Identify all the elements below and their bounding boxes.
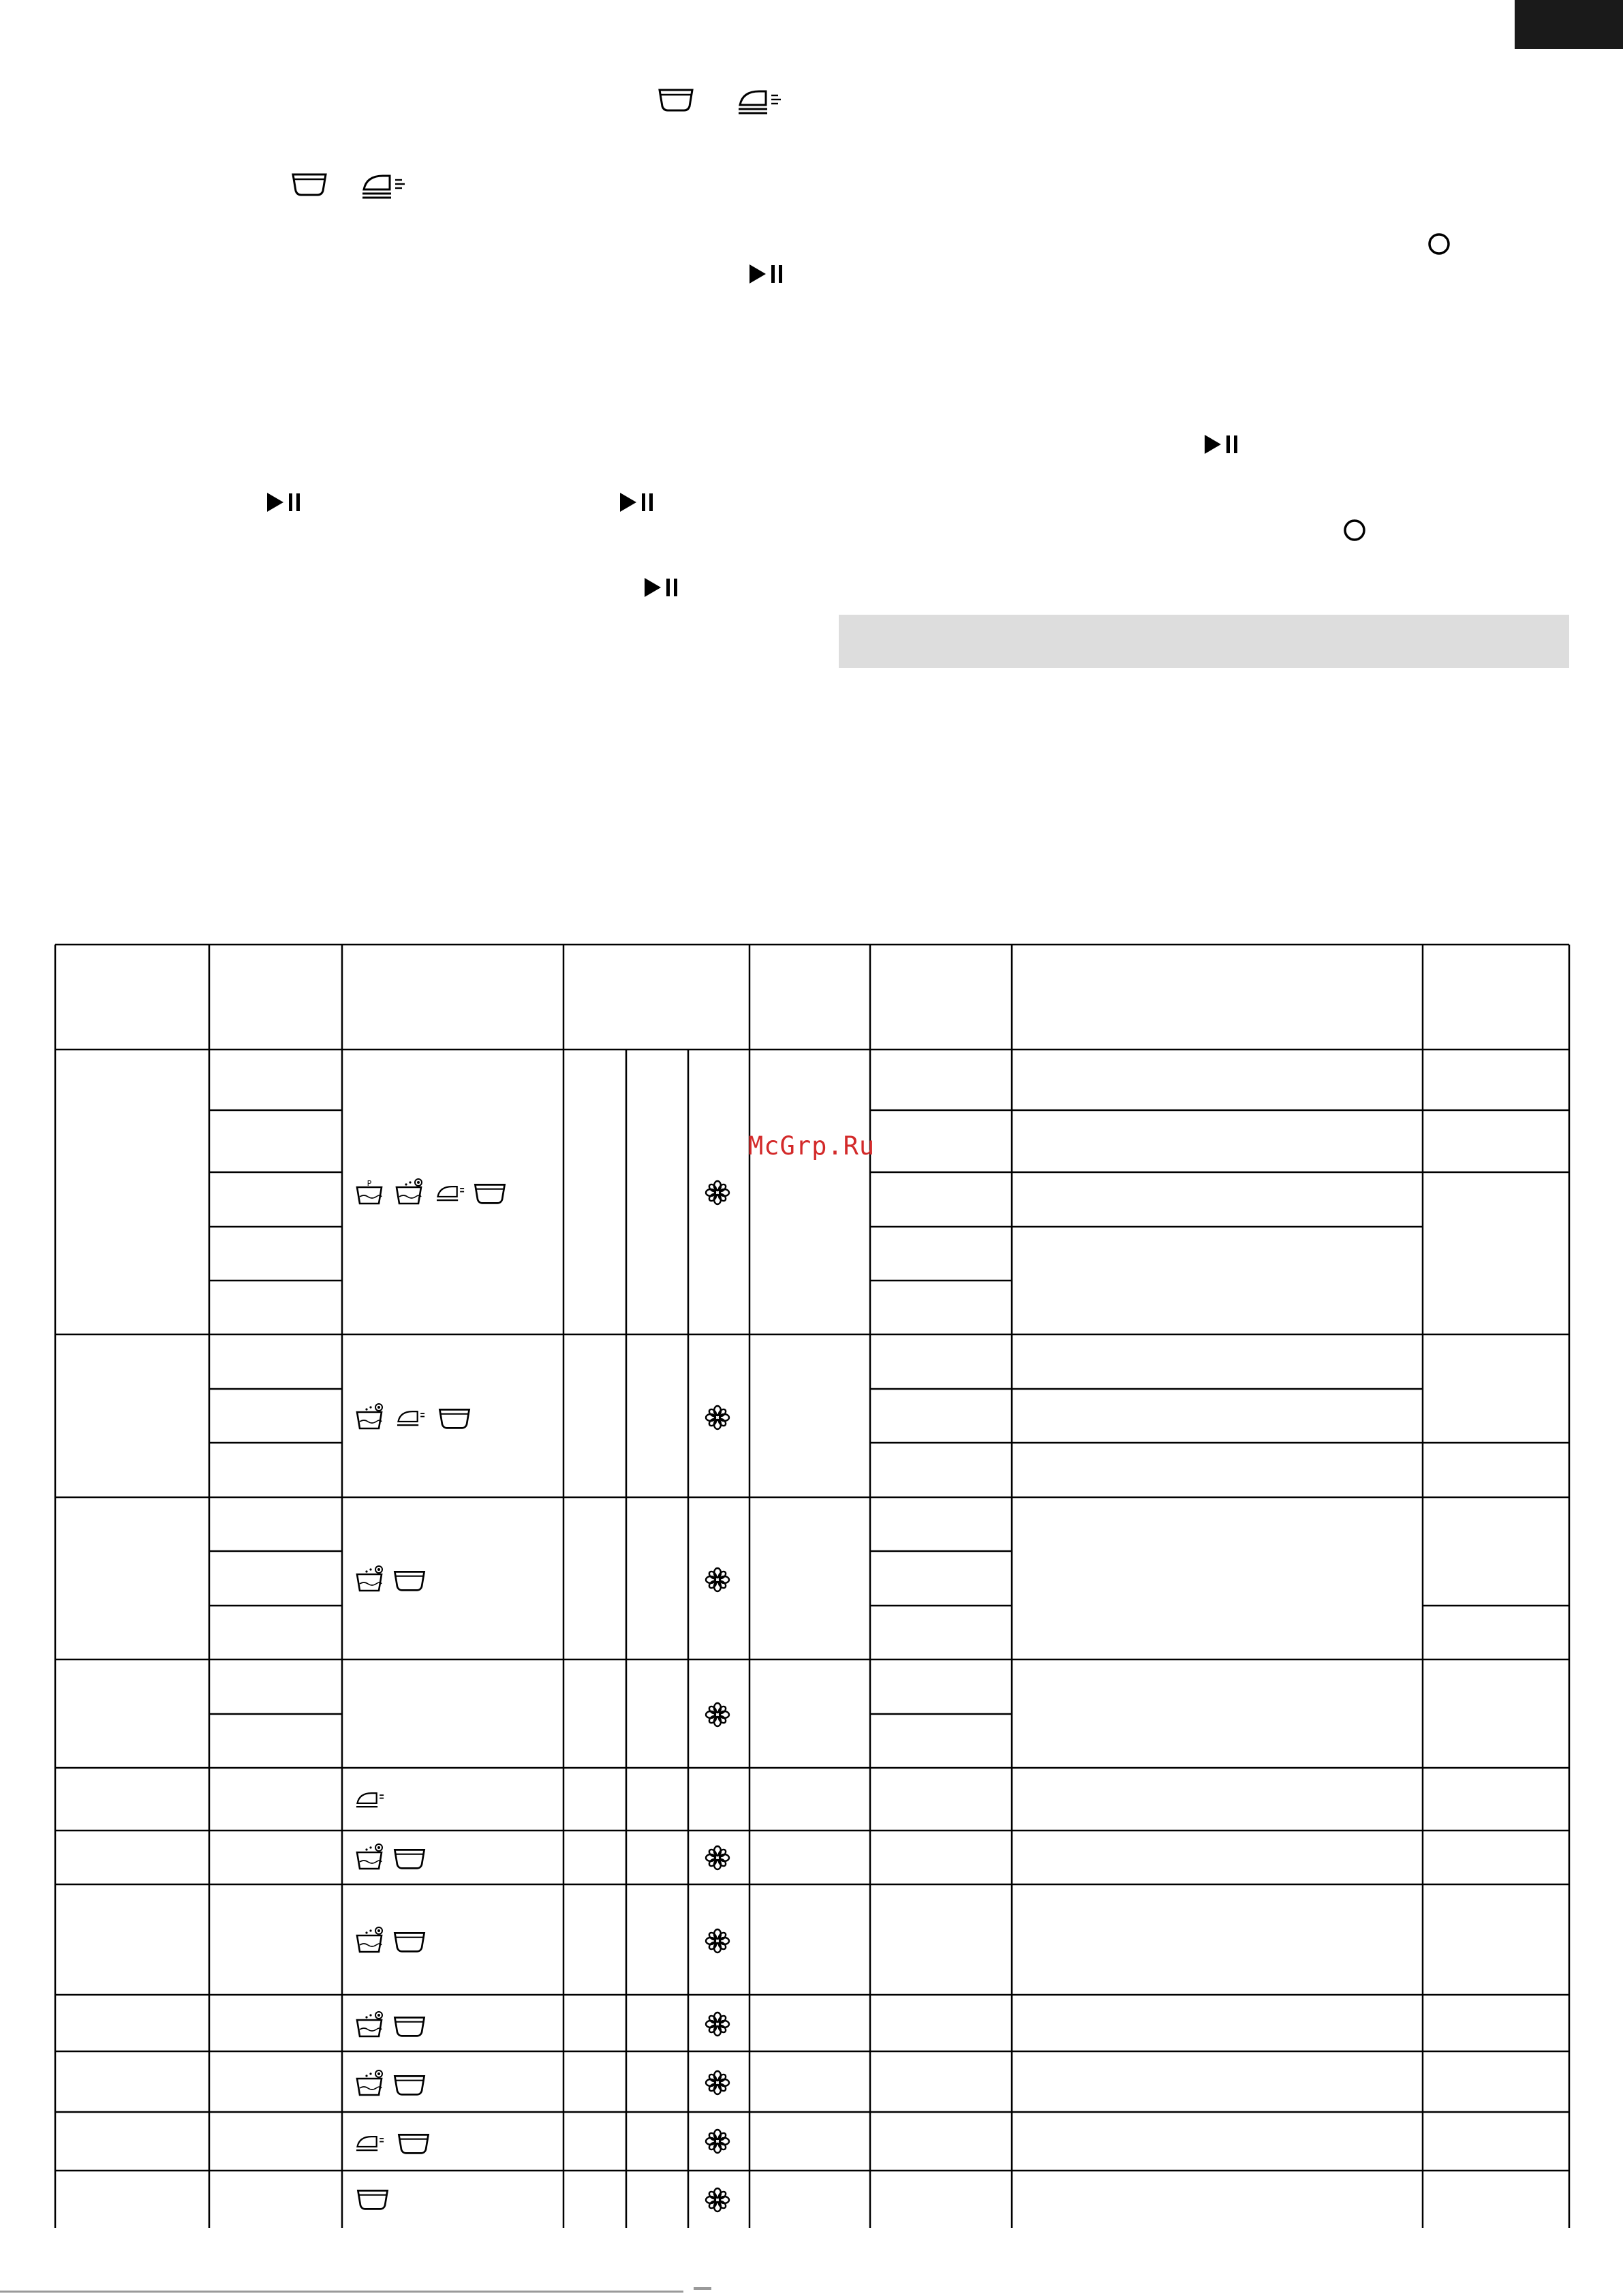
flower-icon bbox=[706, 2012, 729, 2036]
iron-icon bbox=[397, 1411, 424, 1425]
flower-icon bbox=[706, 1406, 729, 1429]
detergent-prewash-icon bbox=[357, 1179, 382, 1204]
basin-icon bbox=[395, 2017, 424, 2036]
flower-icon bbox=[706, 1846, 729, 1869]
iron-icon bbox=[356, 1793, 384, 1807]
footer-divider bbox=[0, 2291, 683, 2293]
basin-icon bbox=[395, 1572, 424, 1590]
iron-icon bbox=[437, 1187, 464, 1200]
detergent-main-icon bbox=[397, 1179, 422, 1204]
flower-icon bbox=[706, 2188, 729, 2211]
basin-icon bbox=[395, 1933, 424, 1951]
flower-icon bbox=[706, 1703, 729, 1726]
basin-icon bbox=[475, 1184, 504, 1203]
flower-icon bbox=[706, 2130, 729, 2153]
flower-icon bbox=[706, 2071, 729, 2094]
detergent-main-icon bbox=[357, 1844, 382, 1869]
basin-icon bbox=[358, 2190, 387, 2209]
basin-icon bbox=[399, 2134, 428, 2153]
footer-mark bbox=[694, 2287, 711, 2290]
flower-icon bbox=[706, 1181, 729, 1204]
basin-icon bbox=[439, 1409, 469, 1428]
detergent-main-icon bbox=[357, 2012, 382, 2036]
basin-icon bbox=[395, 1850, 424, 1868]
detergent-main-icon bbox=[357, 1404, 382, 1428]
detergent-main-icon bbox=[357, 1566, 382, 1591]
flower-icon bbox=[706, 1929, 729, 1953]
detergent-main-icon bbox=[357, 2070, 382, 2095]
basin-icon bbox=[395, 2076, 424, 2094]
watermark-text: McGrp.Ru bbox=[748, 1131, 876, 1161]
detergent-main-icon bbox=[357, 1927, 382, 1952]
iron-icon bbox=[356, 2137, 384, 2150]
flower-icon bbox=[706, 1568, 729, 1591]
